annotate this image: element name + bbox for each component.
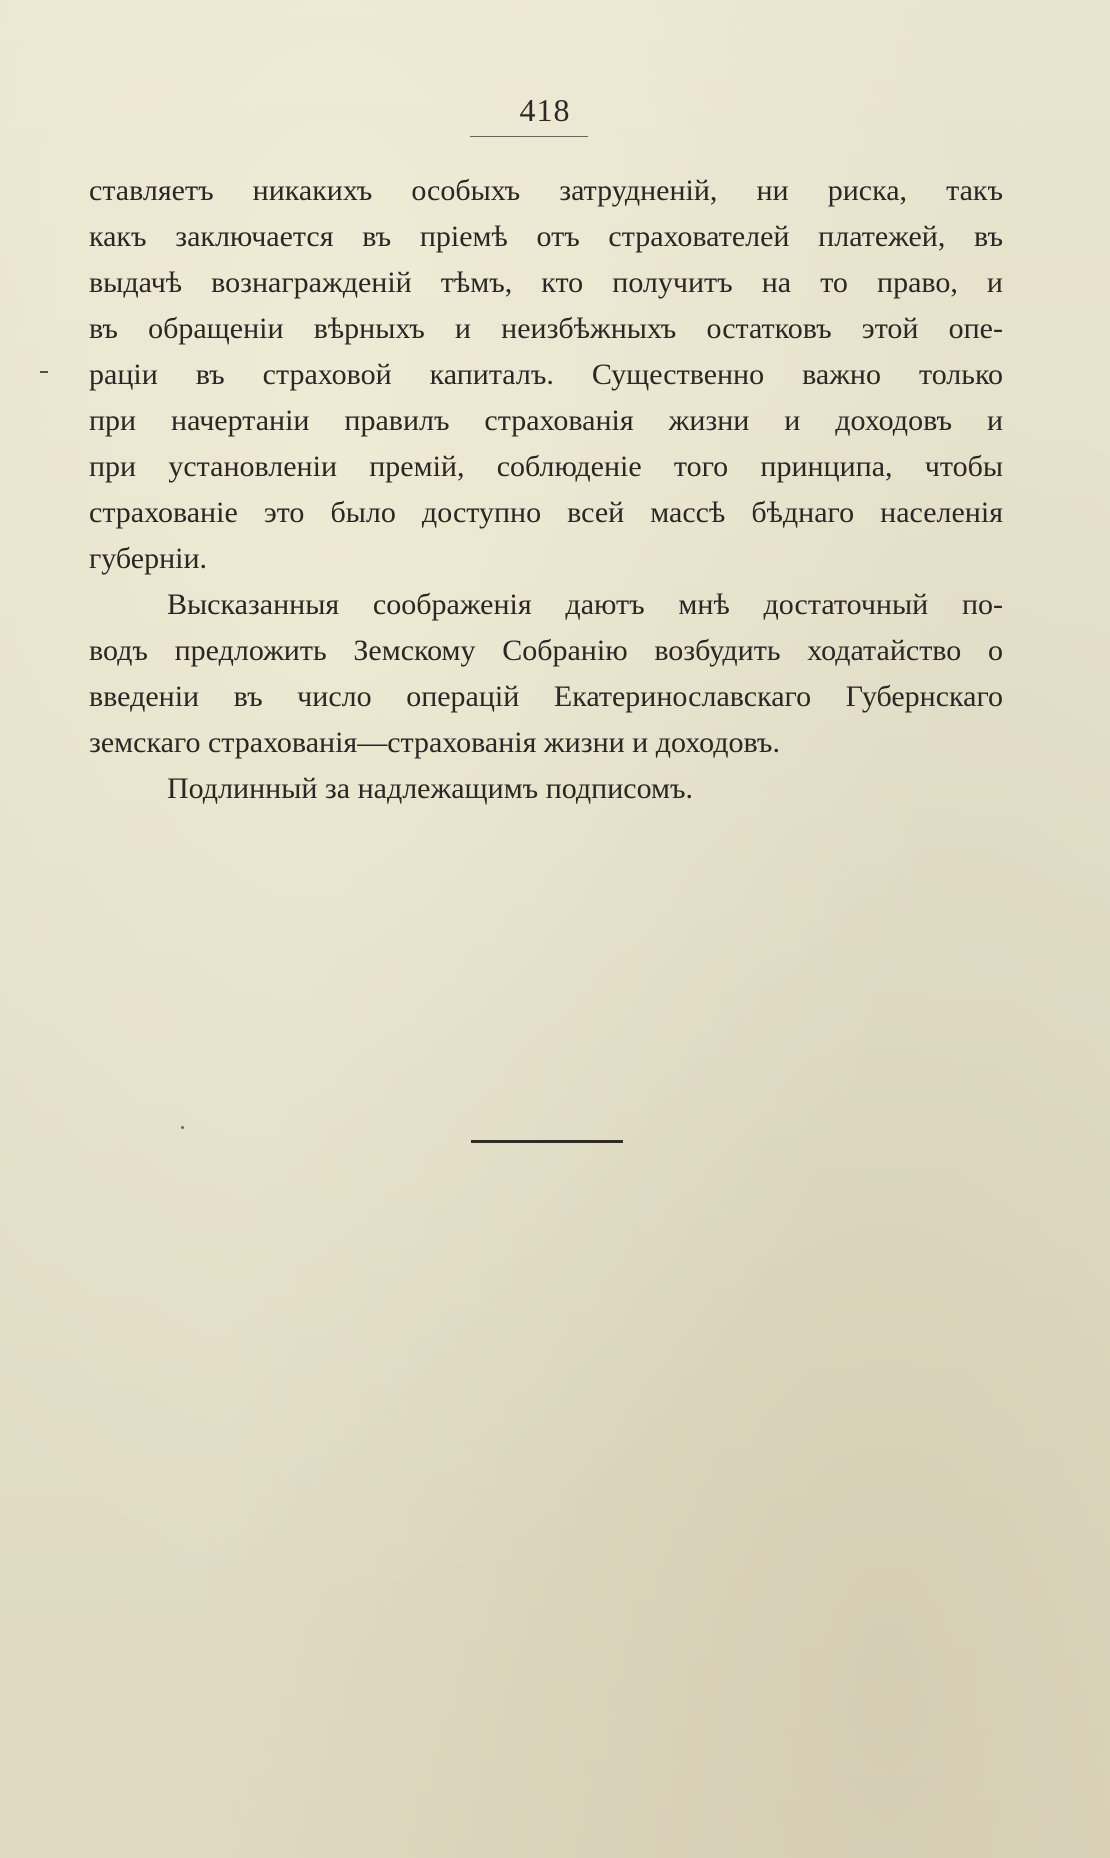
text-line: при установленіи премій, соблюденіе того принципа, чтобы <box>89 450 1003 483</box>
page-number: 418 <box>519 92 571 128</box>
text-line: губерніи. <box>89 542 208 575</box>
text-line: водъ предложить Земскому Собранію возбудить ходатайство о <box>89 634 1003 667</box>
text-line: введеніи въ число операцій Екатеринославскаго Губернскаго <box>89 680 1003 713</box>
text-line: раціи въ страховой капиталъ. Существенно важно только <box>89 358 1003 391</box>
text-line: ставляетъ никакихъ особыхъ затрудненій, ни риска, такъ <box>89 174 1003 207</box>
text-line: страхованіе это было доступно всей массѣ бѣднаго населенія <box>89 496 1003 529</box>
section-end-rule <box>471 1140 623 1143</box>
text-line: Подлинный за надлежащимъ подписомъ. <box>167 772 693 805</box>
text-line: земскаго страхованія—страхованія жизни и доходовъ. <box>89 726 780 759</box>
text-line: въ обращеніи вѣрныхъ и неизбѣжныхъ остатковъ этой опе- <box>89 312 1003 345</box>
body-text <box>89 168 1003 812</box>
text-line: Высказанныя соображенія даютъ мнѣ достаточный по- <box>167 588 1003 621</box>
text-line: какъ заключается въ пріемѣ отъ страхователей платежей, въ <box>89 220 1003 253</box>
margin-mark <box>40 371 48 373</box>
text-line: при начертаніи правилъ страхованія жизни и доходовъ и <box>89 404 1003 437</box>
header-rule <box>470 136 588 137</box>
text-line: выдачѣ вознагражденій тѣмъ, кто получитъ на то право, и <box>89 266 1003 299</box>
paper-speck <box>181 1126 184 1129</box>
